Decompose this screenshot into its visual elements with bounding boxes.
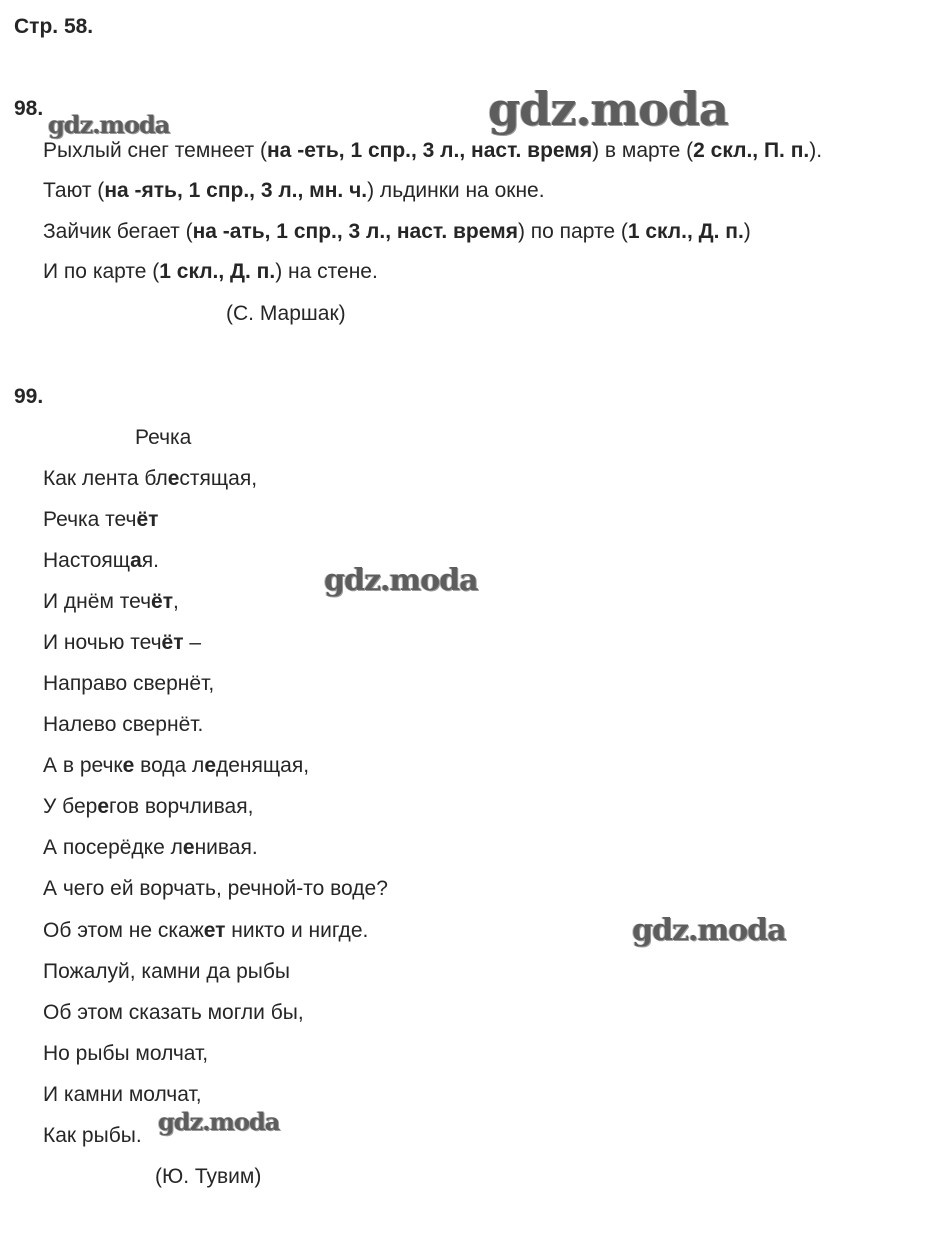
ex98-l3-note2: 1 скл., Д. п. xyxy=(627,220,744,243)
poem-text: Настоящ xyxy=(43,549,131,572)
ex98-l3-text: Зайчик бегает ( xyxy=(43,220,193,243)
poem-text: Речка теч xyxy=(43,508,137,531)
page-header: Стр. 58. xyxy=(14,15,94,38)
ex98-l4-text2: ) на стене. xyxy=(275,260,378,283)
ex98-line-1 xyxy=(43,140,822,161)
poem-text: – xyxy=(183,631,201,654)
ex98-l3-text3: ) xyxy=(743,220,751,243)
ex98-l2-text2: ) льдинки на окне. xyxy=(367,179,545,202)
poem-title: Речка xyxy=(135,426,192,449)
poem-line-5 xyxy=(43,632,201,653)
poem-highlight: ёт xyxy=(161,631,184,654)
poem-line-3 xyxy=(43,550,159,571)
poem-text: , xyxy=(173,590,179,613)
poem-text: Об этом не скаж xyxy=(43,919,204,942)
poem-line-2 xyxy=(43,509,158,530)
watermark-logo: gdz.moda xyxy=(488,82,728,136)
poem-line-15: Но рыбы молчат, xyxy=(43,1042,209,1065)
poem-text: И ночью теч xyxy=(43,631,162,654)
poem-highlight: а xyxy=(130,549,142,572)
poem-text: никто и нигде. xyxy=(225,919,369,942)
poem-text: гов ворчливая, xyxy=(109,795,254,818)
exercise-98-number: 98. xyxy=(14,97,44,120)
poem-line-7: Налево свернёт. xyxy=(43,713,204,736)
poem-text: А в речк xyxy=(43,754,123,777)
watermark-logo: gdz.moda xyxy=(632,913,786,948)
poem-text: нивая. xyxy=(194,836,258,859)
poem-text: денящая, xyxy=(216,754,310,777)
ex98-line-4 xyxy=(43,261,378,282)
poem-highlight: ёт xyxy=(136,508,159,531)
poem-line-6: Направо свернёт, xyxy=(43,672,215,695)
poem-line-1 xyxy=(43,468,257,489)
ex98-l1-note: на -еть, 1 спр., 3 л., наст. время xyxy=(267,139,593,162)
poem-text: А посерёдке л xyxy=(43,836,183,859)
poem-line-14: Об этом сказать могли бы, xyxy=(43,1001,304,1024)
poem-highlight: ёт xyxy=(151,590,174,613)
ex98-l3-note: на -ать, 1 спр., 3 л., наст. время xyxy=(192,220,518,243)
poem-text: И днём теч xyxy=(43,590,152,613)
poem-text: У бер xyxy=(43,795,98,818)
watermark-logo: gdz.moda xyxy=(324,563,478,598)
poem-highlight: е xyxy=(167,467,180,490)
ex98-l1-text3: ). xyxy=(809,139,823,162)
poem-highlight: е xyxy=(122,754,135,777)
ex98-l3-text2: ) по парте ( xyxy=(517,220,628,243)
poem-highlight: е xyxy=(182,836,195,859)
ex98-l2-note: на -ять, 1 спр., 3 л., мн. ч. xyxy=(104,179,368,202)
ex99-author: (Ю. Тувим) xyxy=(155,1165,262,1188)
ex98-line-3 xyxy=(43,221,751,242)
exercise-99-number: 99. xyxy=(14,385,44,408)
ex98-author: (С. Маршак) xyxy=(226,302,346,325)
ex98-l4-note: 1 скл., Д. п. xyxy=(159,260,276,283)
ex98-l2-text: Тают ( xyxy=(43,179,105,202)
poem-line-16: И камни молчат, xyxy=(43,1083,202,1106)
poem-highlight: ет xyxy=(203,919,226,942)
ex98-l4-text: И по карте ( xyxy=(43,260,160,283)
poem-line-12 xyxy=(43,920,368,941)
poem-text: стящая, xyxy=(179,467,258,490)
watermark-logo: gdz.moda xyxy=(48,110,170,139)
poem-line-9 xyxy=(43,796,253,817)
poem-line-4 xyxy=(43,591,179,612)
watermark-logo: gdz.moda xyxy=(158,1107,280,1136)
poem-text: вода л xyxy=(134,754,205,777)
poem-line-17: Как рыбы. xyxy=(43,1124,142,1147)
poem-line-8 xyxy=(43,755,309,776)
poem-line-13: Пожалуй, камни да рыбы xyxy=(43,960,291,983)
poem-line-10 xyxy=(43,837,258,858)
ex98-l1-text2: ) в марте ( xyxy=(592,139,694,162)
ex98-l1-note2: 2 скл., П. п. xyxy=(693,139,810,162)
poem-text: Как лента бл xyxy=(43,467,168,490)
poem-text: я. xyxy=(141,549,159,572)
poem-highlight: е xyxy=(204,754,216,777)
poem-highlight: е xyxy=(97,795,110,818)
poem-line-11: А чего ей ворчать, речной-то воде? xyxy=(43,877,388,900)
ex98-l1-text: Рыхлый снег темнеет ( xyxy=(43,139,267,162)
ex98-line-2 xyxy=(43,180,545,201)
